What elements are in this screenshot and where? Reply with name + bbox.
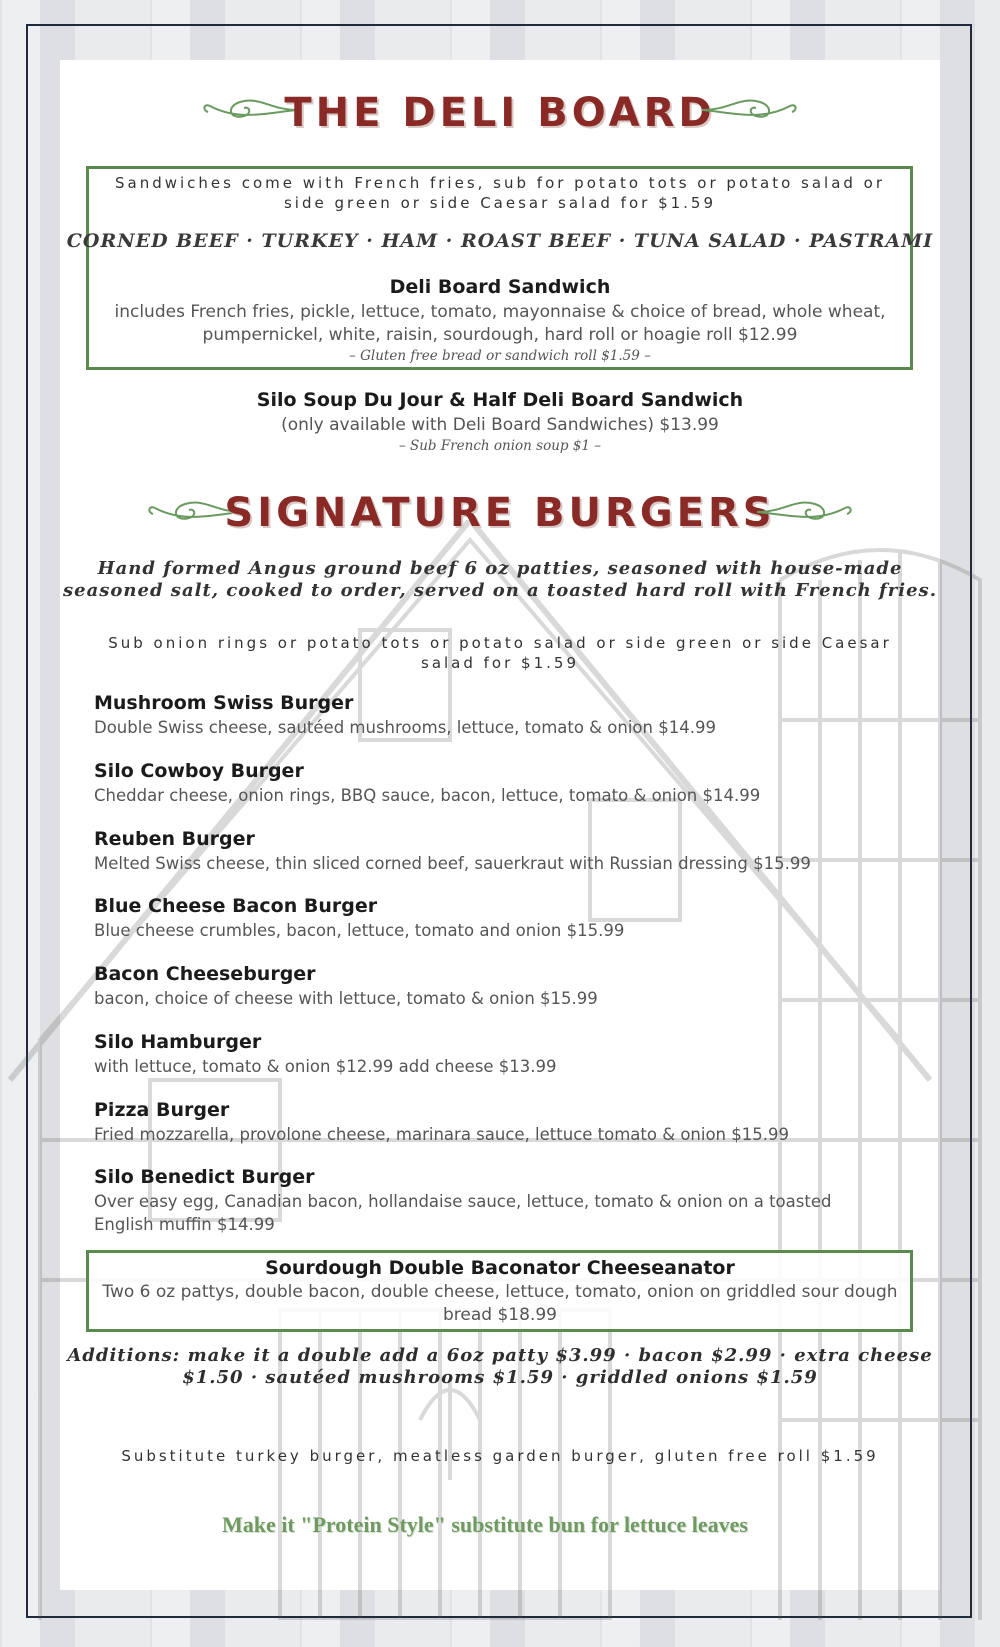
menu-item-desc: with lettuce, tomato & onion $12.99 add cheese $13.99 bbox=[94, 1057, 557, 1076]
menu-item-name: Silo Cowboy Burger bbox=[94, 760, 304, 782]
burgers-intro-2: seasoned salt, cooked to order, served on a toasted hard roll with French fries. bbox=[63, 580, 937, 601]
menu-item-name: Pizza Burger bbox=[94, 1099, 230, 1121]
menu-item-desc: Double Swiss cheese, sautéed mushrooms, lettuce, tomato & onion $14.99 bbox=[94, 718, 716, 737]
menu-item bbox=[94, 1098, 894, 1146]
soup-combo-name: Silo Soup Du Jour & Half Deli Board Sandwich bbox=[256, 389, 744, 411]
deli-meats: CORNED BEEF · TURKEY · HAM · ROAST BEEF · TUNA SALAD · PASTRAMI bbox=[66, 230, 934, 252]
menu-item-desc: Cheddar cheese, onion rings, BBQ sauce, bacon, lettuce, tomato & onion $14.99 bbox=[94, 786, 761, 805]
menu-item bbox=[94, 1030, 894, 1078]
additions-line-1: Additions: make it a double add a 6oz patty $3.99 · bacon $2.99 · extra cheese bbox=[67, 1345, 933, 1366]
special-burger-desc-1: Two 6 oz pattys, double bacon, double cheese, lettuce, tomato, onion on griddled sour dough bbox=[102, 1282, 898, 1302]
deli-board-title: THE DELI BOARD bbox=[284, 90, 716, 136]
gluten-free-note: – Gluten free bread or sandwich roll $1.59 – bbox=[349, 348, 651, 364]
menu-item-name: Blue Cheese Bacon Burger bbox=[94, 895, 378, 917]
menu-item-desc: bacon, choice of cheese with lettuce, tomato & onion $15.99 bbox=[94, 989, 598, 1008]
special-burger-desc-2: bread $18.99 bbox=[443, 1305, 557, 1325]
menu-item-name: Reuben Burger bbox=[94, 828, 255, 850]
menu-item-desc: Melted Swiss cheese, thin sliced corned beef, sauerkraut with Russian dressing $15.99 bbox=[94, 854, 811, 873]
menu-item bbox=[94, 691, 894, 739]
soup-combo-desc: (only available with Deli Board Sandwiches) $13.99 bbox=[281, 415, 719, 435]
deli-intro-text: Sandwiches come with French fries, sub for potato tots or potato salad or side green or side Caesar salad for $1.59 bbox=[114, 174, 886, 212]
substitute-note: Substitute turkey burger, meatless garden burger, gluten free roll $1.59 bbox=[121, 1447, 879, 1465]
additions-line-2: $1.50 · sautéed mushrooms $1.59 · griddled onions $1.59 bbox=[182, 1367, 818, 1388]
menu-item bbox=[94, 827, 894, 875]
menu-item bbox=[94, 759, 894, 807]
burgers-intro-1: Hand formed Angus ground beef 6 oz patties, seasoned with house-made bbox=[97, 558, 903, 579]
burgers-sub-1: Sub onion rings or potato tots or potato salad or side green or side Caesar bbox=[108, 634, 892, 652]
menu-item bbox=[94, 894, 894, 942]
burgers-sub-2: salad for $1.59 bbox=[421, 654, 579, 672]
menu-item-name: Silo Benedict Burger bbox=[94, 1166, 315, 1188]
menu-item bbox=[94, 1165, 854, 1236]
flourish-right-icon bbox=[755, 494, 855, 530]
deli-sandwich-desc-2: pumpernickel, white, raisin, sourdough, hard roll or hoagie roll $12.99 bbox=[202, 325, 798, 345]
menu-item-name: Mushroom Swiss Burger bbox=[94, 692, 354, 714]
menu-item-desc: Fried mozzarella, provolone cheese, marinara sauce, lettuce tomato & onion $15.99 bbox=[94, 1125, 789, 1144]
deli-sandwich-desc-1: includes French fries, pickle, lettuce, tomato, mayonnaise & choice of bread, whole wheat, bbox=[114, 302, 886, 322]
protein-style-note: Make it "Protein Style" substitute bun for lettuce leaves bbox=[222, 1512, 748, 1537]
deli-intro bbox=[0, 173, 1000, 213]
menu-item-name: Bacon Cheeseburger bbox=[94, 963, 316, 985]
soup-combo-note: – Sub French onion soup $1 – bbox=[398, 438, 602, 454]
menu-item-desc: Blue cheese crumbles, bacon, lettuce, tomato and onion $15.99 bbox=[94, 921, 625, 940]
menu-item-name: Silo Hamburger bbox=[94, 1031, 262, 1053]
flourish-right-icon bbox=[700, 92, 800, 128]
special-burger-name: Sourdough Double Baconator Cheeseanator bbox=[265, 1257, 735, 1279]
menu-item bbox=[94, 962, 894, 1010]
menu-item-desc: Over easy egg, Canadian bacon, hollandaise sauce, lettuce, tomato & onion on a toasted English muffin $14.99 bbox=[94, 1192, 832, 1234]
deli-sandwich-name: Deli Board Sandwich bbox=[389, 276, 611, 298]
signature-burgers-title: SIGNATURE BURGERS bbox=[224, 490, 776, 536]
